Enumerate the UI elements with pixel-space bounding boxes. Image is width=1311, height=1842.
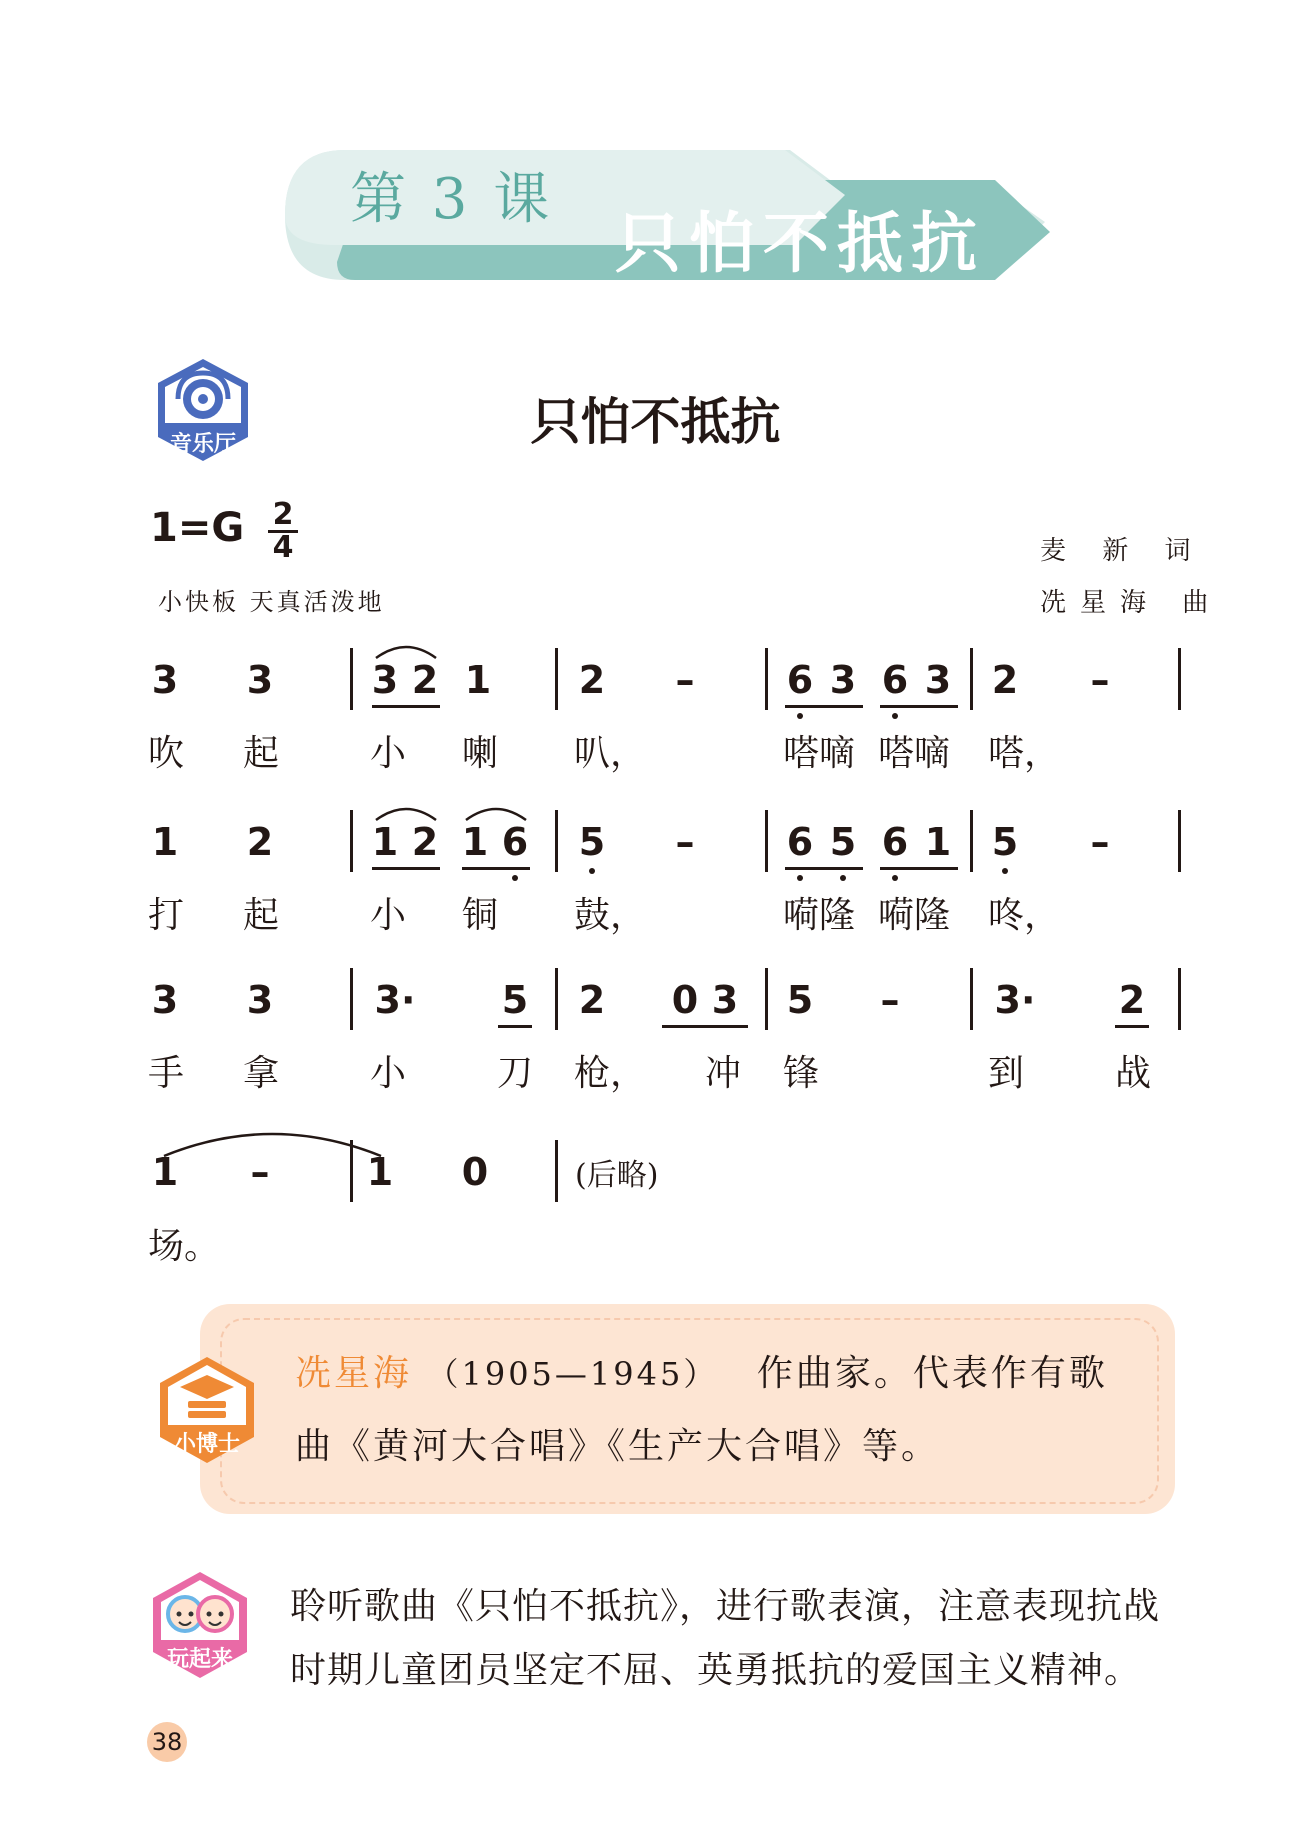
lyric: 嗒，	[988, 733, 1061, 774]
bar-line	[970, 648, 973, 710]
bar-line	[1178, 648, 1181, 710]
note: 6	[881, 658, 909, 702]
lyric: 鼓，	[574, 895, 647, 936]
activity-line-1: 聆听歌曲《只怕不抵抗》，进行歌表演，注意表现抗战	[290, 1586, 1161, 1627]
page-number: 38	[147, 1722, 187, 1762]
tempo-marking: 小快板 天真活泼地	[158, 588, 385, 616]
bar-line	[970, 810, 973, 872]
slur	[372, 640, 440, 660]
lyric: 枪，	[574, 1053, 647, 1094]
time-signature-bottom: 4	[272, 530, 294, 565]
note: 3·	[374, 978, 416, 1022]
bar-line	[765, 648, 768, 710]
composer-credit: 冼星海 曲	[1040, 588, 1223, 618]
note: 5	[578, 820, 606, 864]
note: 5	[991, 820, 1019, 864]
note: –	[880, 978, 900, 1022]
play-badge-label: 玩起来	[166, 1647, 233, 1672]
bar-line	[555, 810, 558, 872]
note: –	[250, 1150, 270, 1194]
lyric: 刀	[497, 1053, 534, 1094]
composer-years: （1905—1945）	[426, 1355, 719, 1393]
note: –	[1090, 658, 1110, 702]
bar-line	[765, 810, 768, 872]
note: –	[1090, 820, 1110, 864]
note: 1	[366, 1150, 394, 1194]
note: 6	[786, 820, 814, 864]
lyric: 吹	[148, 733, 185, 774]
bar-line	[1178, 968, 1181, 1030]
beam	[880, 705, 958, 708]
low-octave-dot	[589, 868, 595, 874]
beam	[462, 867, 530, 870]
time-signature	[268, 497, 298, 565]
note: 2	[1118, 978, 1146, 1022]
low-octave-dot	[797, 875, 803, 881]
lyric: 小	[370, 1053, 407, 1094]
lyric: 冲	[705, 1053, 742, 1094]
beam	[662, 1025, 748, 1028]
bar-line	[765, 968, 768, 1030]
note: 1	[461, 820, 489, 864]
note: 2	[246, 820, 274, 864]
note: 3	[151, 978, 179, 1022]
low-octave-dot	[512, 875, 518, 881]
note: 3	[371, 658, 399, 702]
beam	[1115, 1025, 1149, 1028]
note: 3	[151, 658, 179, 702]
composer-name: 冼星海	[295, 1353, 413, 1394]
note: 3	[246, 658, 274, 702]
lyric: 起	[243, 895, 280, 936]
beam	[785, 705, 863, 708]
note: 6	[881, 820, 909, 864]
note: 0	[671, 978, 699, 1022]
low-octave-dot	[840, 875, 846, 881]
note: 1	[151, 1150, 179, 1194]
slur	[462, 802, 530, 822]
key-signature: 1=G	[150, 505, 245, 551]
bar-line	[350, 648, 353, 710]
lyric: 叭，	[574, 733, 647, 774]
beam	[372, 867, 440, 870]
tip-badge-label: 小博士	[173, 1432, 240, 1457]
lyric: 到	[988, 1053, 1025, 1094]
play-badge	[145, 1570, 255, 1680]
note: 5	[829, 820, 857, 864]
bar-line	[555, 1140, 558, 1202]
lyric: 小	[370, 895, 407, 936]
lyric: 咚，	[988, 895, 1061, 936]
lyric: 嗬隆	[878, 895, 951, 936]
tip-text-1: 作曲家。代表作有歌	[756, 1353, 1108, 1394]
note: 2	[411, 658, 439, 702]
note: 2	[578, 658, 606, 702]
slur	[372, 802, 440, 822]
note: 2	[991, 658, 1019, 702]
lyric: 嗒嘀	[783, 733, 856, 774]
lyric: 场。	[148, 1226, 221, 1267]
bar-line	[555, 968, 558, 1030]
lyric: 喇	[462, 733, 499, 774]
note: 6	[786, 658, 814, 702]
lyric: 锋	[783, 1053, 820, 1094]
bar-line	[350, 810, 353, 872]
activity-line-2: 时期儿童团员坚定不屈、英勇抵抗的爱国主义精神。	[290, 1650, 1142, 1691]
note: 2	[411, 820, 439, 864]
note: 3	[711, 978, 739, 1022]
low-octave-dot	[892, 875, 898, 881]
note: 1	[151, 820, 179, 864]
lyric: 打	[148, 895, 185, 936]
tip-line-1	[295, 1345, 1108, 1396]
lyric: 嗬隆	[783, 895, 856, 936]
lyric: 拿	[243, 1053, 280, 1094]
music-hall-label: 音乐厅	[169, 432, 236, 457]
note: 1	[924, 820, 952, 864]
note: 6	[501, 820, 529, 864]
note: 1	[464, 658, 492, 702]
note: 0	[461, 1150, 489, 1194]
tip-line-2: 曲《黄河大合唱》《生产大合唱》等。	[295, 1426, 941, 1467]
low-octave-dot	[797, 713, 803, 719]
lyric: 起	[243, 733, 280, 774]
note: –	[675, 820, 695, 864]
beam	[372, 705, 440, 708]
lesson-title: 只怕不抵抗	[615, 204, 985, 282]
note: 2	[578, 978, 606, 1022]
bar-line	[350, 968, 353, 1030]
lyricist-credit: 麦 新 词	[1040, 536, 1205, 566]
note: 5	[786, 978, 814, 1022]
note: 3	[829, 658, 857, 702]
lesson-number: 第 3 课	[350, 167, 554, 232]
song-title: 只怕不抵抗	[530, 393, 781, 451]
bar-line	[350, 1140, 353, 1202]
beam	[498, 1025, 532, 1028]
note: 3	[924, 658, 952, 702]
lyric: 小	[370, 733, 407, 774]
low-octave-dot	[892, 713, 898, 719]
note: –	[675, 658, 695, 702]
omitted-note: (后略)	[575, 1158, 659, 1193]
note: 3	[246, 978, 274, 1022]
lyric: 嗒嘀	[878, 733, 951, 774]
tip-badge	[152, 1355, 262, 1465]
note: 1	[371, 820, 399, 864]
beam	[785, 867, 863, 870]
time-signature-top: 2	[268, 500, 298, 533]
lyric: 战	[1115, 1053, 1152, 1094]
lyric: 手	[148, 1053, 185, 1094]
note: 5	[501, 978, 529, 1022]
beam	[880, 867, 958, 870]
bar-line	[970, 968, 973, 1030]
bar-line	[555, 648, 558, 710]
low-octave-dot	[1002, 868, 1008, 874]
lyric: 铜	[462, 895, 499, 936]
bar-line	[1178, 810, 1181, 872]
note: 3·	[994, 978, 1036, 1022]
